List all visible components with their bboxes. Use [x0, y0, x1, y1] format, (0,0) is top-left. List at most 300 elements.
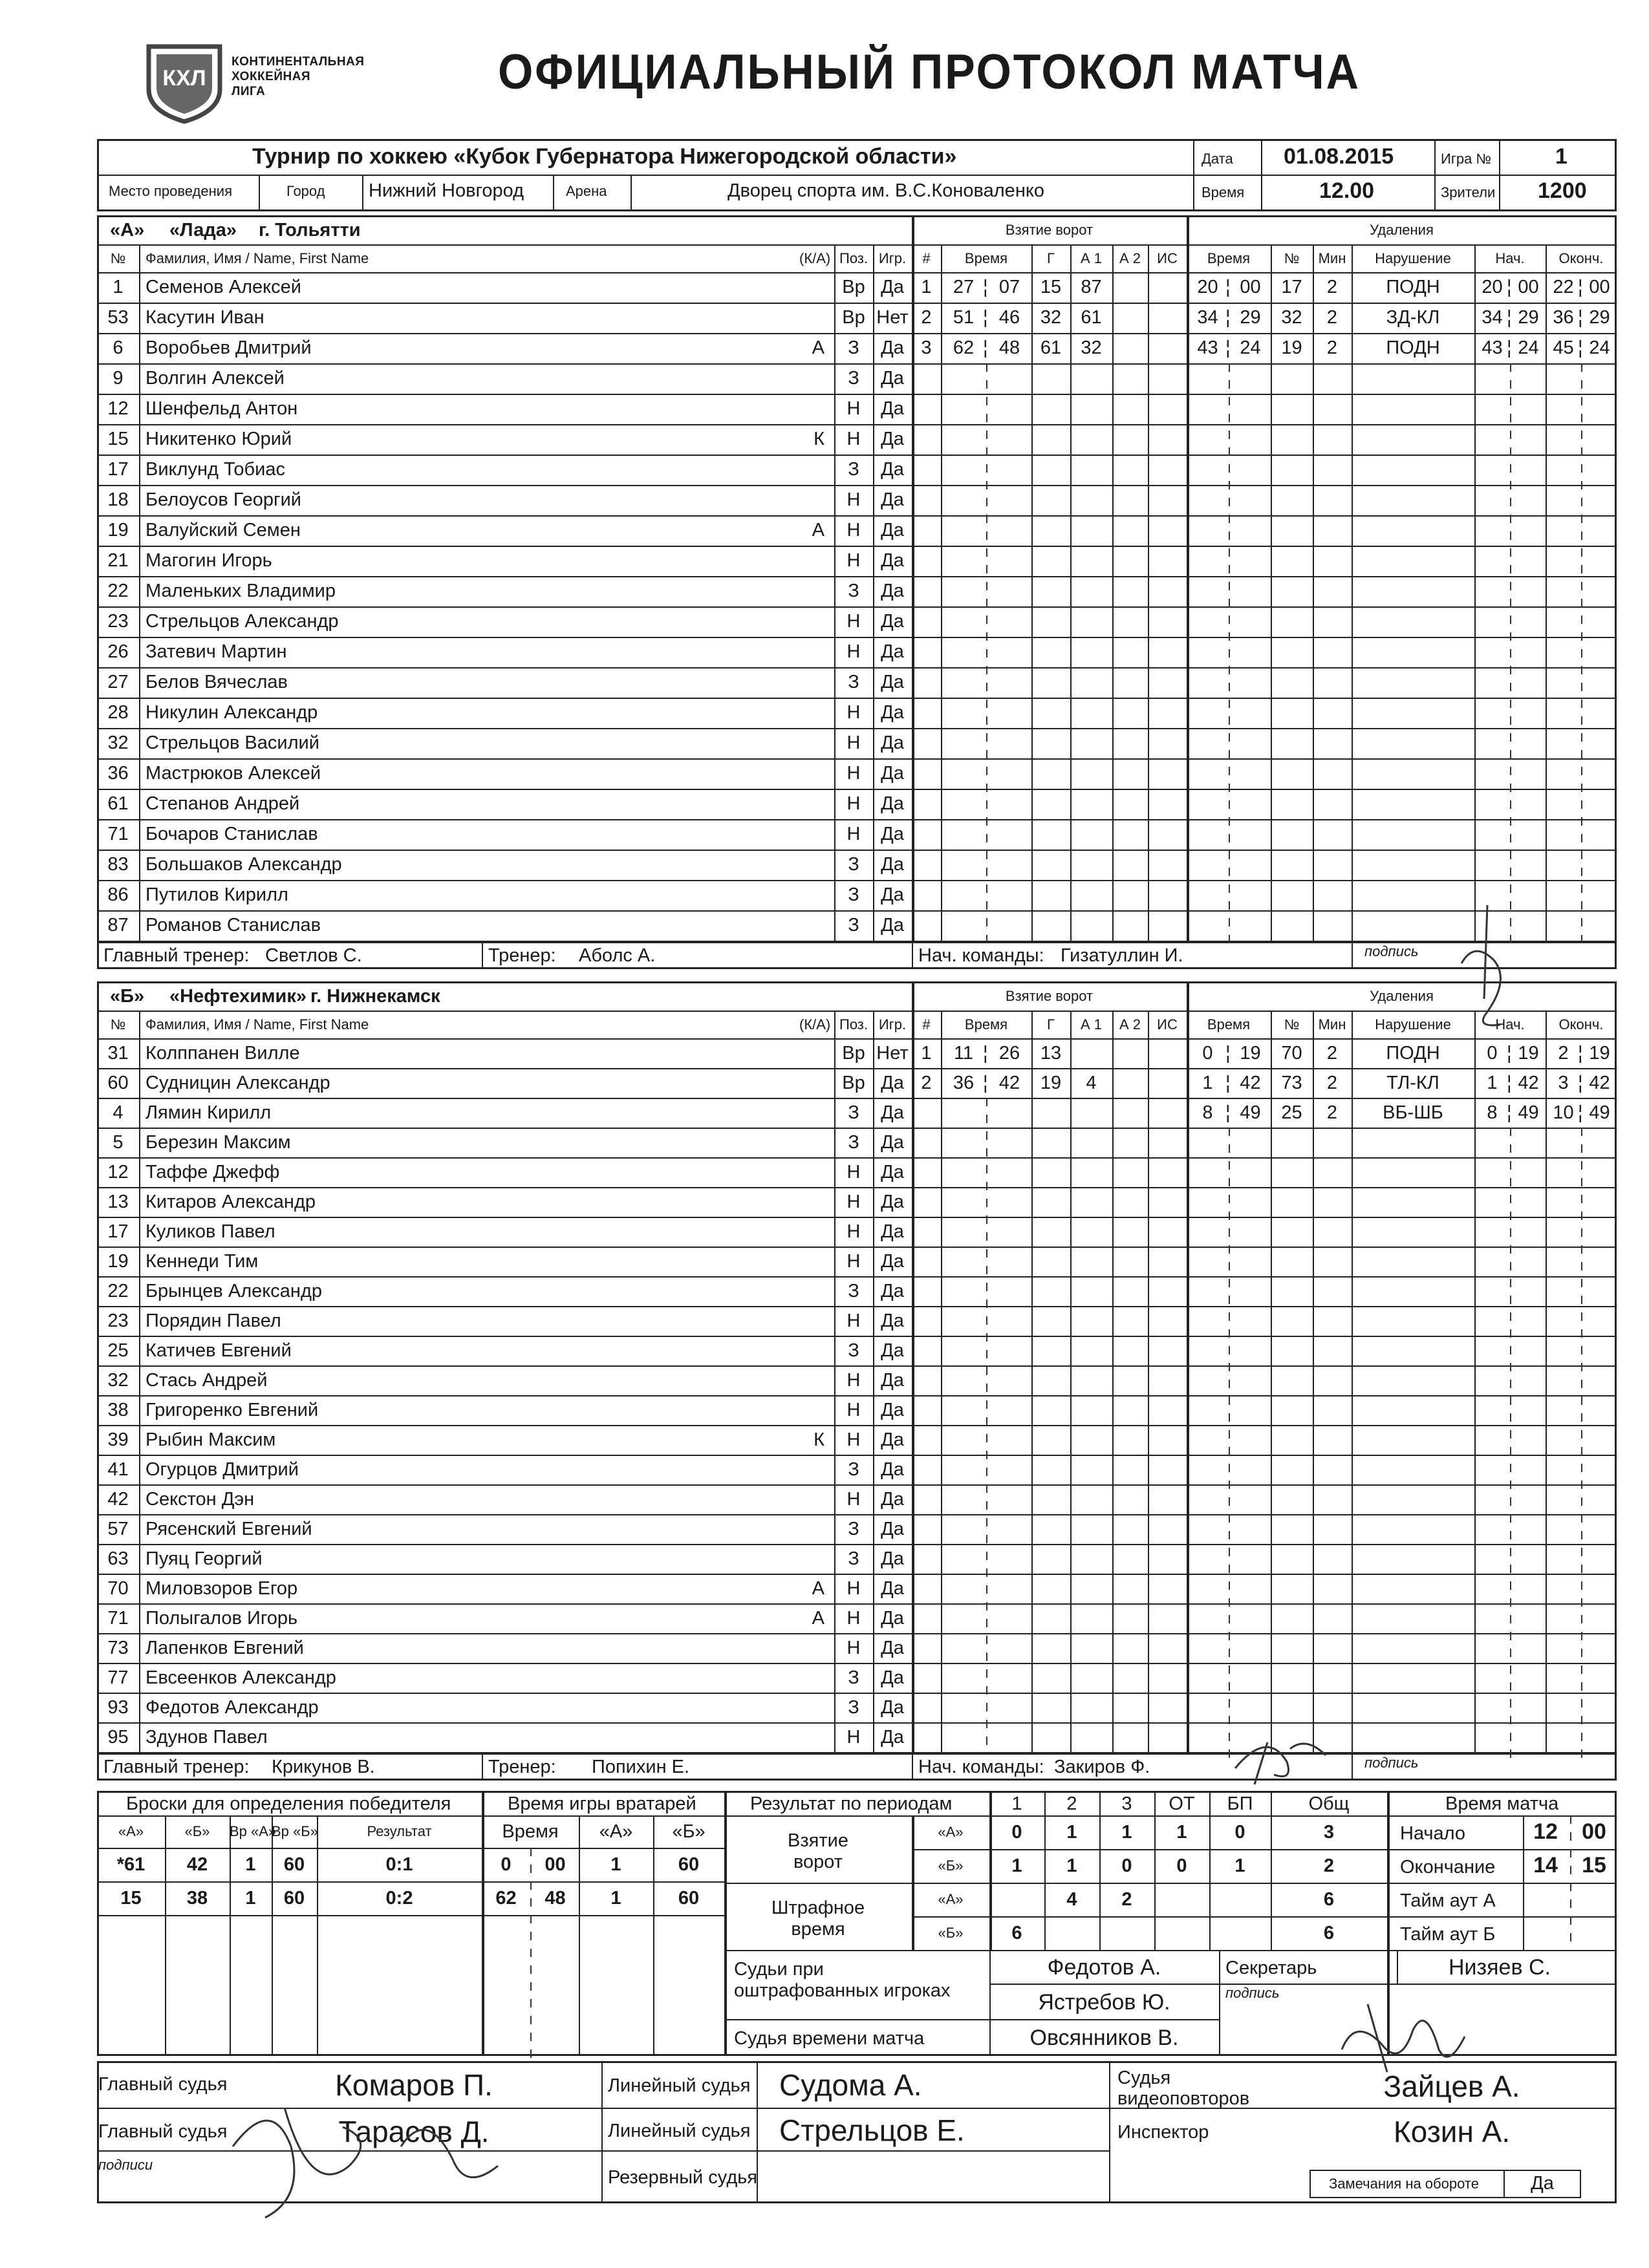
- time-separator: ¦: [1225, 1102, 1231, 1123]
- dashed-divider: [1229, 1144, 1230, 1153]
- dashed-divider: [1581, 1699, 1582, 1707]
- dashed-divider: [530, 1932, 532, 1940]
- penalty-minute: 20: [1197, 277, 1218, 297]
- dashed-divider: [1510, 565, 1511, 573]
- goal-assist-1: 32: [1081, 337, 1102, 358]
- team-chief-name: Гизатуллин И.: [1061, 945, 1183, 966]
- goal-index: 3: [921, 337, 932, 358]
- player-number: 71: [107, 1608, 129, 1629]
- dashed-divider: [1581, 1733, 1582, 1741]
- dashed-divider: [1510, 884, 1511, 893]
- player-number: 87: [107, 915, 129, 936]
- dashed-divider: [1510, 1245, 1511, 1254]
- period-team-label: «Б»: [938, 1925, 964, 1941]
- dashed-divider: [1510, 599, 1511, 607]
- dashed-divider: [530, 1915, 532, 1923]
- penalty-start-min: 34: [1482, 307, 1503, 328]
- goalie-col-b: «Б»: [672, 1821, 706, 1842]
- dashed-divider: [1581, 1144, 1582, 1153]
- time-separator: ¦: [983, 277, 988, 297]
- dashed-divider: [1581, 1430, 1582, 1439]
- dashed-divider: [1581, 632, 1582, 641]
- penalty-minute: 34: [1197, 307, 1218, 328]
- goal-scorer: 32: [1040, 307, 1062, 328]
- dashed-divider: [1510, 750, 1511, 758]
- secretary-name: Низяев С.: [1449, 1955, 1551, 1980]
- dashed-divider: [986, 1669, 987, 1678]
- dashed-divider: [986, 1131, 987, 1140]
- player-name: Григоренко Евгений: [146, 1400, 319, 1420]
- dashed-divider: [986, 1585, 987, 1594]
- dashed-divider: [1581, 531, 1582, 540]
- player-name: Воробьев Дмитрий: [146, 337, 312, 358]
- period-value: 1: [1234, 1856, 1245, 1876]
- player-name: Валуйский Семен: [146, 520, 301, 540]
- dashed-divider: [1510, 464, 1511, 473]
- dashed-divider: [986, 431, 987, 439]
- dashed-divider: [1510, 1481, 1511, 1489]
- player-played: Да: [881, 1073, 904, 1093]
- player-played: Да: [881, 611, 904, 632]
- player-played: Нет: [876, 1043, 909, 1064]
- shootout-cell: *61: [116, 1854, 146, 1875]
- rule-line: [97, 1336, 1617, 1337]
- dashed-divider: [986, 1686, 987, 1695]
- team-chief-label: Нач. команды:: [918, 945, 1044, 966]
- player-played: Да: [881, 581, 904, 601]
- dashed-divider: [986, 716, 987, 725]
- dashed-divider: [1581, 817, 1582, 826]
- match-end-label: Окончание: [1400, 1857, 1496, 1878]
- match-end-hours: 14: [1533, 1853, 1558, 1878]
- rule-line: [1387, 1815, 1617, 1817]
- dashed-divider: [1229, 1632, 1230, 1640]
- rule-line: [97, 1276, 1617, 1278]
- referee-name: Комаров П.: [335, 2068, 493, 2102]
- player-position: Н: [846, 1221, 861, 1242]
- col-goal-idx: #: [922, 1016, 931, 1032]
- col-pen-num: №: [1284, 1016, 1300, 1032]
- dashed-divider: [1229, 784, 1230, 792]
- dashed-divider: [1581, 767, 1582, 775]
- player-played: Да: [881, 520, 904, 540]
- dashed-divider: [1510, 380, 1511, 389]
- rule-line: [1031, 1011, 1033, 1752]
- penalty-violation: ПОДН: [1386, 277, 1440, 297]
- goal-second: 46: [998, 307, 1020, 328]
- periods-title: Результат по периодам: [750, 1793, 953, 1814]
- dashed-divider: [1581, 498, 1582, 506]
- dashed-divider: [986, 733, 987, 742]
- rule-line: [97, 1395, 1617, 1396]
- goal-second: 26: [998, 1043, 1020, 1064]
- dashed-divider: [1570, 1899, 1571, 1908]
- period-col-header: БП: [1227, 1793, 1253, 1814]
- dashed-divider: [986, 1484, 987, 1493]
- rule-line: [97, 1848, 724, 1849]
- player-number: 83: [107, 854, 129, 875]
- player-name: Китаров Александр: [146, 1192, 316, 1212]
- dashed-divider: [986, 1653, 987, 1661]
- dashed-divider: [1581, 1195, 1582, 1203]
- dashed-divider: [986, 834, 987, 842]
- player-captain-mark: А: [812, 1578, 824, 1599]
- dashed-divider: [1581, 363, 1582, 372]
- rule-line: [97, 1217, 1617, 1218]
- dashed-divider: [1581, 683, 1582, 691]
- penalty-judge-name: Ястребов Ю.: [1038, 1990, 1170, 2015]
- dashed-divider: [1229, 1497, 1230, 1506]
- player-number: 9: [113, 368, 124, 389]
- dashed-divider: [530, 2033, 532, 2041]
- penalty-violation: ВБ-ШБ: [1383, 1102, 1443, 1123]
- player-position: З: [848, 672, 859, 692]
- player-played: Да: [881, 1548, 904, 1569]
- player-played: Да: [881, 884, 904, 905]
- player-name: Порядин Павел: [146, 1311, 281, 1331]
- player-position: З: [848, 1667, 859, 1688]
- shootout-cell: 15: [120, 1888, 142, 1909]
- time-separator: ¦: [983, 1043, 988, 1064]
- goal-scorer: 15: [1040, 277, 1062, 297]
- rule-line: [1219, 1950, 1220, 2056]
- penalty-end-min: 3: [1558, 1073, 1569, 1093]
- goalie-a: 1: [610, 1888, 621, 1909]
- dashed-divider: [1581, 1279, 1582, 1287]
- dashed-divider: [1510, 767, 1511, 775]
- dashed-divider: [1581, 750, 1582, 758]
- dashed-divider: [1229, 918, 1230, 926]
- dashed-divider: [1510, 498, 1511, 506]
- player-name: Стась Андрей: [146, 1370, 268, 1391]
- dashed-divider: [1510, 733, 1511, 742]
- period-value: 6: [1323, 1923, 1335, 1943]
- dashed-divider: [1510, 1548, 1511, 1556]
- team-chief-label: Нач. команды:: [918, 1757, 1044, 1777]
- dashed-divider: [1581, 431, 1582, 439]
- dashed-divider: [986, 918, 987, 926]
- player-position: Н: [846, 398, 861, 419]
- rule-line: [230, 1815, 231, 2056]
- period-value: 0: [1011, 1822, 1022, 1843]
- shootout-cell: 60: [283, 1854, 305, 1875]
- dashed-divider: [986, 649, 987, 658]
- col-goal-a2: А 2: [1119, 250, 1141, 266]
- dashed-divider: [986, 666, 987, 674]
- dashed-divider: [1229, 649, 1230, 658]
- col-pen-violation: Нарушение: [1375, 1016, 1451, 1032]
- dashed-divider: [1510, 414, 1511, 422]
- col-name: Фамилия, Имя / Name, First Name: [146, 1016, 369, 1032]
- dashed-divider: [986, 1266, 987, 1274]
- referee-name: Тарасов Д.: [338, 2115, 490, 2148]
- dashed-divider: [1229, 1312, 1230, 1321]
- penalty-start-sec: 19: [1518, 1043, 1539, 1064]
- dashed-divider: [1581, 1212, 1582, 1220]
- dashed-divider: [986, 1115, 987, 1123]
- player-played: Да: [881, 1429, 904, 1450]
- period-team-label: «А»: [938, 1824, 964, 1840]
- dashed-divider: [1229, 817, 1230, 826]
- rule-line: [1387, 1950, 1617, 1951]
- dashed-divider: [1229, 447, 1230, 456]
- dashed-divider: [1510, 1615, 1511, 1623]
- dashed-divider: [1581, 582, 1582, 590]
- col-pen-end: Оконч.: [1558, 1016, 1604, 1032]
- rule-line: [1387, 1883, 1617, 1884]
- dashed-divider: [1510, 1733, 1511, 1741]
- player-played: Да: [881, 1192, 904, 1212]
- secretary-signature-label: подпись: [1225, 1985, 1280, 2001]
- player-number: 71: [107, 824, 129, 844]
- player-position: Н: [846, 1638, 861, 1658]
- rule-line: [97, 1157, 1617, 1159]
- player-played: Да: [881, 1519, 904, 1539]
- player-played: Да: [881, 641, 904, 662]
- rule-line: [97, 1068, 1617, 1069]
- rule-line: [1187, 981, 1189, 1752]
- player-number: 22: [107, 581, 129, 601]
- penalty-start-sec: 24: [1518, 337, 1539, 358]
- linesman-label: Линейный судья: [608, 2075, 751, 2096]
- dashed-divider: [986, 817, 987, 826]
- coach-label: Тренер:: [488, 1757, 556, 1777]
- goal-minute: 27: [953, 277, 975, 297]
- dashed-divider: [986, 414, 987, 422]
- signature-label: подпись: [1364, 943, 1419, 959]
- rule-line: [97, 1693, 1617, 1694]
- dashed-divider: [1229, 380, 1230, 389]
- goalie-minutes: 62: [495, 1888, 517, 1909]
- inspector-name: Козин А.: [1393, 2115, 1511, 2148]
- player-name: Стрельцов Василий: [146, 733, 319, 753]
- timeout-a-label: Тайм аут А: [1400, 1890, 1496, 1911]
- penalty-second: 49: [1240, 1102, 1261, 1123]
- dashed-divider: [1581, 1481, 1582, 1489]
- time-separator: ¦: [1507, 277, 1512, 297]
- dashed-divider: [986, 1417, 987, 1426]
- rule-line: [579, 1815, 580, 2056]
- dashed-divider: [1229, 1430, 1230, 1439]
- dashed-divider: [1229, 868, 1230, 876]
- dashed-divider: [1570, 1883, 1571, 1891]
- dashed-divider: [530, 1999, 532, 2007]
- dashed-divider: [1229, 1296, 1230, 1304]
- player-number: 42: [107, 1489, 129, 1510]
- dashed-divider: [1581, 851, 1582, 859]
- penalty-start-sec: 00: [1518, 277, 1539, 297]
- period-value: 6: [1323, 1889, 1335, 1910]
- player-number: 1: [113, 277, 124, 297]
- player-played: Да: [881, 1578, 904, 1599]
- dashed-divider: [1510, 1531, 1511, 1539]
- dashed-divider: [1229, 884, 1230, 893]
- document-title: ОФИЦИАЛЬНЫЙ ПРОТОКОЛ МАТЧА: [498, 45, 1361, 100]
- city-label: Город: [286, 183, 325, 199]
- rule-line: [317, 1815, 318, 2056]
- dashed-divider: [1229, 800, 1230, 809]
- period-col-header: 1: [1011, 1793, 1022, 1814]
- shootout-col-header: Вр «Б»: [272, 1823, 318, 1839]
- player-played: Да: [881, 1697, 904, 1718]
- dashed-divider: [1510, 548, 1511, 557]
- dashed-divider: [1229, 1262, 1230, 1270]
- col-goal-is: ИС: [1157, 1016, 1178, 1032]
- dashed-divider: [1229, 599, 1230, 607]
- player-played: Да: [881, 824, 904, 844]
- player-name: Волгин Алексей: [146, 368, 285, 389]
- player-name: Кеннеди Тим: [146, 1251, 259, 1272]
- dashed-divider: [1581, 1497, 1582, 1506]
- player-number: 18: [107, 489, 129, 510]
- referee-label: Главный судья: [98, 2121, 228, 2142]
- player-number: 6: [113, 337, 124, 358]
- game-no-value: 1: [1555, 144, 1568, 169]
- period-value: 1: [1011, 1856, 1022, 1876]
- coach-label: Тренер:: [488, 945, 556, 966]
- dashed-divider: [1510, 683, 1511, 691]
- player-position: Н: [846, 763, 861, 784]
- dashed-divider: [986, 548, 987, 557]
- player-number: 93: [107, 1697, 129, 1718]
- rule-line: [912, 981, 914, 1752]
- dashed-divider: [1581, 565, 1582, 573]
- player-position: Н: [846, 1162, 861, 1182]
- rule-line: [97, 333, 1617, 334]
- dashed-divider: [1229, 1548, 1230, 1556]
- dashed-divider: [1581, 733, 1582, 742]
- spectators-value: 1200: [1538, 178, 1587, 203]
- player-name: Лямин Кирилл: [146, 1102, 272, 1123]
- period-col-header: 3: [1121, 1793, 1132, 1814]
- penalty-violation: ЗД-КЛ: [1386, 307, 1440, 328]
- dashed-divider: [986, 1367, 987, 1375]
- goalie-seconds: 00: [544, 1854, 566, 1875]
- rule-line: [97, 1365, 1617, 1367]
- dashed-divider: [986, 1165, 987, 1173]
- player-position: Н: [846, 1370, 861, 1391]
- dashed-divider: [1581, 1396, 1582, 1405]
- player-name: Таффе Джефф: [146, 1162, 280, 1182]
- dashed-divider: [1510, 1329, 1511, 1338]
- rule-line: [165, 1815, 166, 2056]
- col-pen-start: Нач.: [1495, 1016, 1525, 1032]
- league-name-line: ЛИГА: [232, 85, 266, 98]
- goal-index: 2: [921, 1073, 932, 1093]
- dashed-divider: [1229, 1413, 1230, 1422]
- player-position: З: [848, 884, 859, 905]
- player-name: Катичев Евгений: [146, 1340, 292, 1361]
- dashed-divider: [1229, 935, 1230, 943]
- dashed-divider: [1581, 1296, 1582, 1304]
- player-captain-mark: А: [812, 337, 824, 358]
- rule-line: [1148, 244, 1149, 941]
- penalty-minute: 8: [1202, 1102, 1213, 1123]
- team-chief-name: Закиров Ф.: [1054, 1757, 1150, 1777]
- dashed-divider: [1229, 1128, 1230, 1136]
- head-coach-name: Светлов С.: [265, 945, 362, 966]
- league-name-line: ХОККЕЙНАЯ: [232, 70, 311, 83]
- goalie-col-a: «А»: [599, 1821, 633, 1842]
- dashed-divider: [1581, 1548, 1582, 1556]
- time-separator: ¦: [1225, 1043, 1231, 1064]
- dashed-divider: [1581, 1329, 1582, 1338]
- rule-line: [97, 1633, 1617, 1634]
- player-name: Федотов Александр: [146, 1697, 319, 1718]
- dashed-divider: [986, 1703, 987, 1711]
- dashed-divider: [986, 1148, 987, 1157]
- dashed-divider: [1581, 700, 1582, 708]
- dashed-divider: [986, 868, 987, 876]
- dashed-divider: [1510, 1396, 1511, 1405]
- player-number: 19: [107, 520, 129, 540]
- dashed-divider: [1510, 1413, 1511, 1422]
- shootout-title: Броски для определения победителя: [126, 1793, 451, 1814]
- rule-line: [97, 1663, 1617, 1664]
- penalty-start-min: 0: [1487, 1043, 1498, 1064]
- dashed-divider: [1581, 1363, 1582, 1371]
- player-played: Да: [881, 1162, 904, 1182]
- penalty-second: 42: [1240, 1073, 1261, 1093]
- dashed-divider: [986, 1215, 987, 1224]
- dashed-divider: [1510, 1581, 1511, 1590]
- dashed-divider: [986, 1283, 987, 1291]
- goals-header: Взятие ворот: [1005, 222, 1094, 238]
- dashed-divider: [986, 363, 987, 372]
- rule-line: [1387, 1849, 1617, 1850]
- svg-text:КХЛ: КХЛ: [162, 66, 206, 91]
- shootout-cell: 42: [186, 1854, 208, 1875]
- dashed-divider: [1510, 784, 1511, 792]
- player-number: 53: [107, 307, 129, 328]
- rule-line: [139, 244, 140, 941]
- dashed-divider: [986, 1232, 987, 1241]
- remarks-value: Да: [1531, 2173, 1554, 2194]
- rule-line: [1112, 1011, 1114, 1752]
- player-number: 17: [107, 1221, 129, 1242]
- period-value: 0: [1121, 1856, 1132, 1876]
- player-position: З: [848, 1132, 859, 1153]
- dashed-divider: [1229, 1615, 1230, 1623]
- player-played: Да: [881, 459, 904, 480]
- dashed-divider: [1229, 700, 1230, 708]
- period-team-label: «Б»: [938, 1857, 964, 1874]
- dashed-divider: [1510, 649, 1511, 658]
- player-played: Да: [881, 1489, 904, 1510]
- video-judge-label: видеоповторов: [1117, 2088, 1250, 2109]
- dashed-divider: [1510, 716, 1511, 725]
- player-number: 15: [107, 429, 129, 449]
- dashed-divider: [530, 2016, 532, 2024]
- dashed-divider: [1229, 1396, 1230, 1405]
- rule-line: [912, 1752, 913, 1781]
- time-separator: ¦: [1225, 337, 1231, 358]
- rule-line: [97, 1038, 1617, 1040]
- period-value: 1: [1066, 1822, 1077, 1843]
- match-end-minutes: 15: [1582, 1853, 1606, 1878]
- dashed-divider: [1229, 683, 1230, 691]
- dashed-divider: [1581, 1531, 1582, 1539]
- col-played: Игр.: [878, 250, 907, 266]
- penalty-player: 17: [1281, 277, 1302, 297]
- player-name: Маленьких Владимир: [146, 581, 336, 601]
- time-separator: ¦: [1225, 307, 1231, 328]
- time-separator: ¦: [1225, 1073, 1231, 1093]
- dashed-divider: [1229, 733, 1230, 742]
- shootout-cell: 1: [245, 1888, 256, 1909]
- player-name: Полыгалов Игорь: [146, 1608, 298, 1629]
- dashed-divider: [986, 1720, 987, 1728]
